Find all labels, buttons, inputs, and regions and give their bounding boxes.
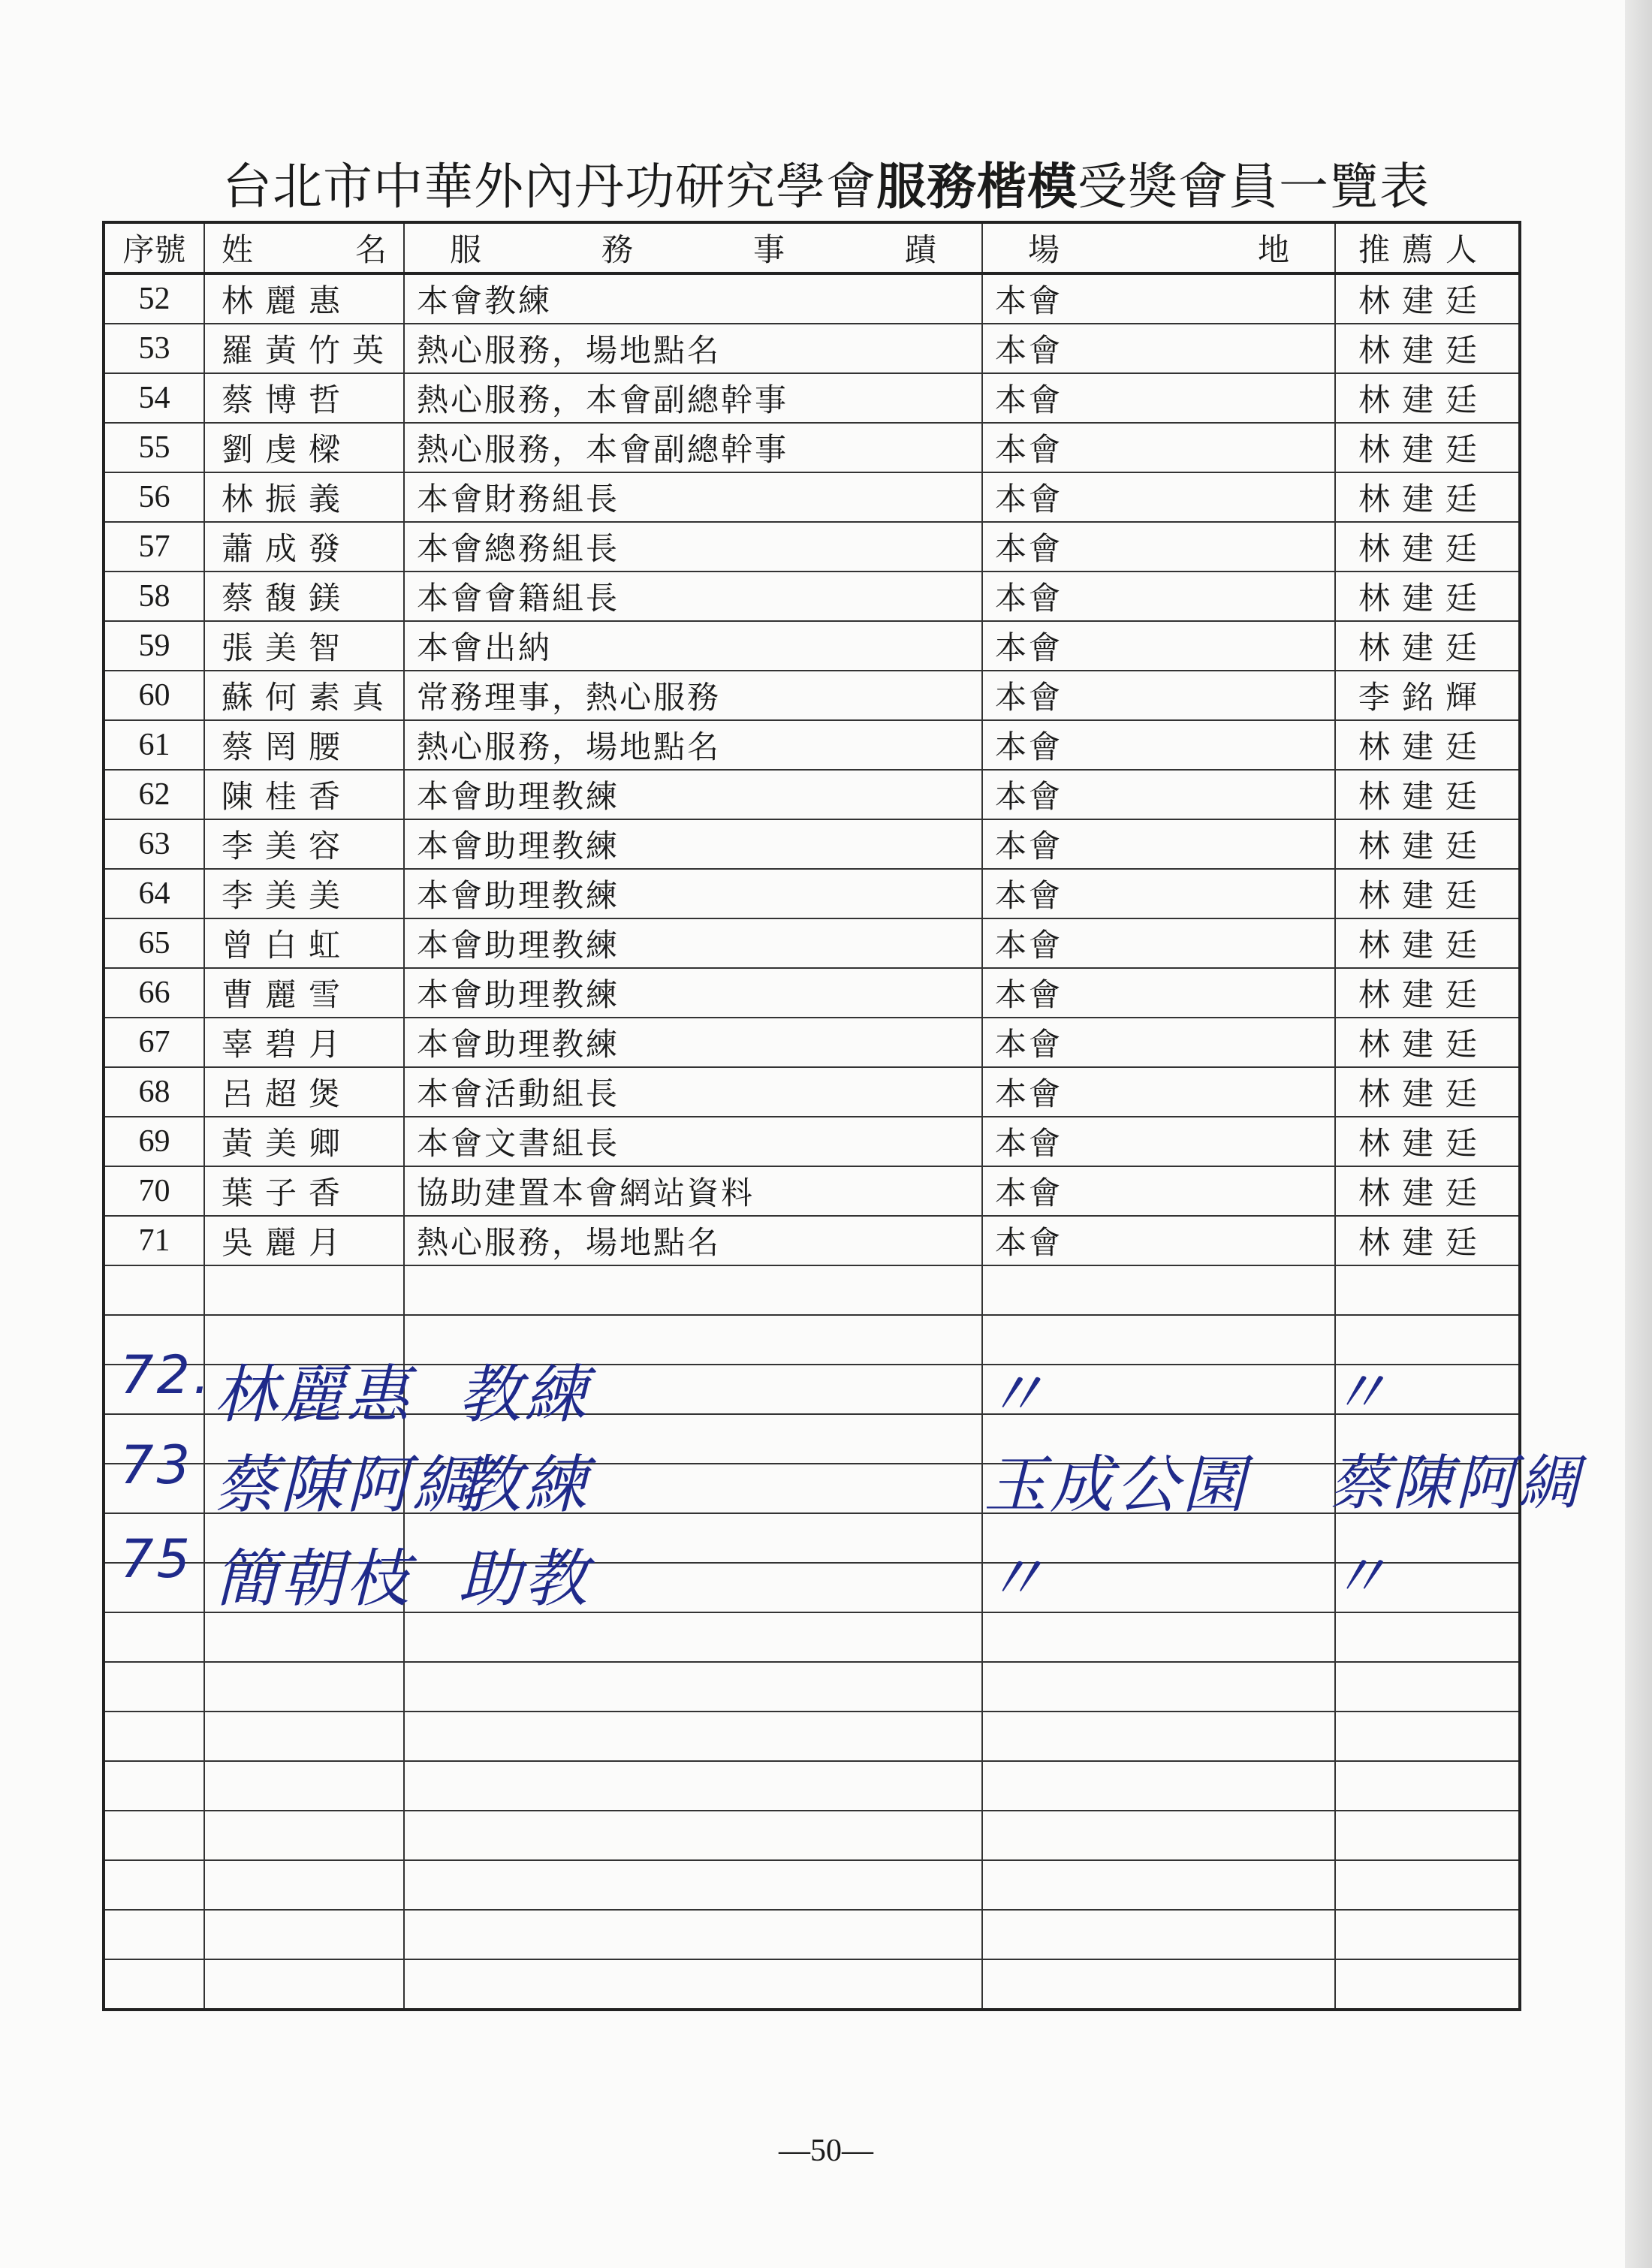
title-award: 服務楷模 bbox=[876, 158, 1078, 216]
blank-row bbox=[104, 1265, 1520, 1315]
cell-venue bbox=[982, 1712, 1335, 1761]
cell-no: 54 bbox=[104, 373, 204, 423]
cell-deed: 常務理事，熱心服務 bbox=[404, 671, 982, 720]
cell-recommender: 林建廷 bbox=[1335, 373, 1520, 423]
cell-venue: 本會 bbox=[982, 1216, 1335, 1265]
handwritten-recommender: 〃 bbox=[1329, 1542, 1392, 1612]
table-row bbox=[104, 869, 1520, 918]
table-row bbox=[104, 572, 1520, 621]
cell-name bbox=[204, 1959, 404, 2010]
cell-recommender: 林建廷 bbox=[1335, 968, 1520, 1018]
cell-deed: 本會會籍組長 bbox=[404, 572, 982, 621]
cell-name: 林振義 bbox=[204, 472, 404, 522]
cell-deed bbox=[404, 1811, 982, 1860]
cell-name: 林麗惠 bbox=[204, 273, 404, 324]
cell-name bbox=[204, 1712, 404, 1761]
table-row bbox=[104, 373, 1520, 423]
blank-row bbox=[104, 1712, 1520, 1761]
cell-recommender: 林建廷 bbox=[1335, 770, 1520, 819]
cell-deed: 本會助理教練 bbox=[404, 968, 982, 1018]
cell-no: 62 bbox=[104, 770, 204, 819]
cell-deed: 本會助理教練 bbox=[404, 1018, 982, 1067]
cell-venue bbox=[982, 1910, 1335, 1959]
header-deed-char: 事 bbox=[752, 231, 785, 268]
handwritten-no: 73 bbox=[120, 1434, 194, 1496]
table-row bbox=[104, 819, 1520, 869]
cell-venue: 本會 bbox=[982, 1067, 1335, 1117]
cell-venue bbox=[982, 1761, 1335, 1811]
cell-deed: 本會助理教練 bbox=[404, 819, 982, 869]
cell-no: 59 bbox=[104, 621, 204, 671]
cell-recommender bbox=[1335, 1761, 1520, 1811]
handwritten-deed: 教練 bbox=[458, 1358, 591, 1431]
scan-page-edge bbox=[1625, 0, 1652, 2268]
handwritten-name: 林麗惠 bbox=[214, 1358, 413, 1431]
cell-venue: 本會 bbox=[982, 720, 1335, 770]
cell-name: 辜碧月 bbox=[204, 1018, 404, 1067]
cell-recommender: 林建廷 bbox=[1335, 423, 1520, 472]
cell-venue: 本會 bbox=[982, 968, 1335, 1018]
cell-recommender bbox=[1335, 1811, 1520, 1860]
cell-name: 蔡馥鎂 bbox=[204, 572, 404, 621]
cell-name: 張美智 bbox=[204, 621, 404, 671]
cell-venue: 本會 bbox=[982, 1117, 1335, 1166]
cell-deed bbox=[404, 1761, 982, 1811]
header-deed-char: 蹟 bbox=[904, 231, 936, 268]
handwritten-name: 蔡陳阿綢 bbox=[214, 1448, 479, 1522]
handwritten-no: 75 bbox=[120, 1528, 194, 1590]
cell-venue bbox=[982, 1959, 1335, 2010]
handwritten-deed: 教練 bbox=[458, 1448, 591, 1522]
cell-name: 吳麗月 bbox=[204, 1216, 404, 1265]
cell-deed: 熱心服務，本會副總幹事 bbox=[404, 423, 982, 472]
cell-venue: 本會 bbox=[982, 869, 1335, 918]
cell-deed: 熱心服務，本會副總幹事 bbox=[404, 373, 982, 423]
cell-no: 68 bbox=[104, 1067, 204, 1117]
cell-no: 55 bbox=[104, 423, 204, 472]
cell-deed: 本會助理教練 bbox=[404, 869, 982, 918]
table-row bbox=[104, 472, 1520, 522]
cell-deed: 本會助理教練 bbox=[404, 918, 982, 968]
blank-row bbox=[104, 1811, 1520, 1860]
cell-venue: 本會 bbox=[982, 621, 1335, 671]
table-row bbox=[104, 273, 1520, 324]
handwritten-recommender: 蔡陳阿綢 bbox=[1329, 1448, 1581, 1518]
table-row bbox=[104, 720, 1520, 770]
cell-no: 57 bbox=[104, 522, 204, 572]
cell-deed: 熱心服務，場地點名 bbox=[404, 324, 982, 373]
cell-venue bbox=[982, 1662, 1335, 1712]
cell-deed: 本會出納 bbox=[404, 621, 982, 671]
cell-no: 64 bbox=[104, 869, 204, 918]
table-row bbox=[104, 1067, 1520, 1117]
cell-name bbox=[204, 1860, 404, 1910]
cell-recommender bbox=[1335, 1662, 1520, 1712]
cell-recommender bbox=[1335, 1712, 1520, 1761]
cell-no: 53 bbox=[104, 324, 204, 373]
table-row bbox=[104, 968, 1520, 1018]
cell-no bbox=[104, 1662, 204, 1712]
cell-recommender: 林建廷 bbox=[1335, 1018, 1520, 1067]
cell-deed bbox=[404, 1860, 982, 1910]
header-deed-char: 服 bbox=[450, 231, 482, 268]
handwritten-venue: 〃 bbox=[984, 1542, 1051, 1615]
cell-name: 黃美卿 bbox=[204, 1117, 404, 1166]
table-row bbox=[104, 1166, 1520, 1216]
cell-no bbox=[104, 1612, 204, 1662]
blank-row bbox=[104, 1761, 1520, 1811]
cell-deed bbox=[404, 1959, 982, 2010]
cell-no: 70 bbox=[104, 1166, 204, 1216]
handwritten-venue: 〃 bbox=[984, 1358, 1051, 1431]
cell-recommender: 林建廷 bbox=[1335, 472, 1520, 522]
header-deed-char: 務 bbox=[601, 231, 633, 268]
cell-deed: 協助建置本會網站資料 bbox=[404, 1166, 982, 1216]
table-row bbox=[104, 423, 1520, 472]
cell-venue: 本會 bbox=[982, 1166, 1335, 1216]
cell-name bbox=[204, 1265, 404, 1315]
cell-no bbox=[104, 1712, 204, 1761]
cell-deed bbox=[404, 1265, 982, 1315]
cell-recommender bbox=[1335, 1612, 1520, 1662]
table-row bbox=[104, 1117, 1520, 1166]
blank-row bbox=[104, 1860, 1520, 1910]
cell-recommender: 林建廷 bbox=[1335, 572, 1520, 621]
cell-name: 陳桂香 bbox=[204, 770, 404, 819]
cell-name: 蕭成發 bbox=[204, 522, 404, 572]
header-venue bbox=[982, 222, 1335, 273]
cell-no: 56 bbox=[104, 472, 204, 522]
title-suffix: 受獎會員一覽表 bbox=[1078, 158, 1430, 216]
cell-no: 63 bbox=[104, 819, 204, 869]
cell-venue: 本會 bbox=[982, 522, 1335, 572]
cell-venue: 本會 bbox=[982, 819, 1335, 869]
cell-venue bbox=[982, 1860, 1335, 1910]
table-row bbox=[104, 621, 1520, 671]
cell-no: 52 bbox=[104, 273, 204, 324]
cell-name bbox=[204, 1761, 404, 1811]
cell-venue: 本會 bbox=[982, 423, 1335, 472]
cell-deed: 本會財務組長 bbox=[404, 472, 982, 522]
cell-no bbox=[104, 1860, 204, 1910]
cell-deed: 本會文書組長 bbox=[404, 1117, 982, 1166]
cell-name: 呂超煲 bbox=[204, 1067, 404, 1117]
header-name-char: 名 bbox=[354, 231, 387, 268]
cell-recommender: 林建廷 bbox=[1335, 918, 1520, 968]
cell-deed bbox=[404, 1712, 982, 1761]
cell-name: 蘇何素真 bbox=[204, 671, 404, 720]
table-row bbox=[104, 522, 1520, 572]
cell-deed: 本會教練 bbox=[404, 273, 982, 324]
blank-row bbox=[104, 1910, 1520, 1959]
cell-name: 曹麗雪 bbox=[204, 968, 404, 1018]
header-name bbox=[204, 222, 404, 273]
cell-recommender bbox=[1335, 1959, 1520, 2010]
cell-venue: 本會 bbox=[982, 273, 1335, 324]
header-recommender: 推薦人 bbox=[1335, 222, 1520, 273]
blank-row bbox=[104, 1612, 1520, 1662]
cell-recommender bbox=[1335, 1910, 1520, 1959]
header-no: 序號 bbox=[104, 222, 204, 273]
cell-no: 67 bbox=[104, 1018, 204, 1067]
cell-venue: 本會 bbox=[982, 373, 1335, 423]
cell-venue: 本會 bbox=[982, 1018, 1335, 1067]
cell-deed: 熱心服務，場地點名 bbox=[404, 1216, 982, 1265]
cell-venue: 本會 bbox=[982, 918, 1335, 968]
cell-venue bbox=[982, 1612, 1335, 1662]
cell-venue: 本會 bbox=[982, 770, 1335, 819]
cell-name bbox=[204, 1612, 404, 1662]
cell-recommender bbox=[1335, 1860, 1520, 1910]
cell-name: 劉虔樑 bbox=[204, 423, 404, 472]
cell-recommender bbox=[1335, 1265, 1520, 1315]
cell-venue: 本會 bbox=[982, 472, 1335, 522]
cell-no: 65 bbox=[104, 918, 204, 968]
cell-venue: 本會 bbox=[982, 572, 1335, 621]
header-deed bbox=[404, 222, 982, 273]
title-org: 台北市中華外內丹功研究學會 bbox=[222, 158, 876, 216]
cell-venue bbox=[982, 1265, 1335, 1315]
table-row bbox=[104, 1216, 1520, 1265]
handwritten-no: 72. bbox=[120, 1344, 213, 1406]
cell-recommender: 林建廷 bbox=[1335, 869, 1520, 918]
page-number: —50— bbox=[779, 2134, 873, 2168]
cell-venue: 本會 bbox=[982, 671, 1335, 720]
cell-no: 69 bbox=[104, 1117, 204, 1166]
cell-name: 曾白虹 bbox=[204, 918, 404, 968]
cell-deed: 本會總務組長 bbox=[404, 522, 982, 572]
cell-recommender: 林建廷 bbox=[1335, 819, 1520, 869]
cell-recommender: 李銘輝 bbox=[1335, 671, 1520, 720]
document-title bbox=[0, 146, 1652, 218]
cell-recommender: 林建廷 bbox=[1335, 273, 1520, 324]
cell-name: 蔡罔腰 bbox=[204, 720, 404, 770]
table-row bbox=[104, 671, 1520, 720]
cell-no: 66 bbox=[104, 968, 204, 1018]
header-venue-char: 地 bbox=[1257, 231, 1289, 268]
cell-deed bbox=[404, 1910, 982, 1959]
table-row bbox=[104, 918, 1520, 968]
cell-no: 60 bbox=[104, 671, 204, 720]
blank-row bbox=[104, 1959, 1520, 2010]
table-row bbox=[104, 324, 1520, 373]
cell-no bbox=[104, 1811, 204, 1860]
cell-venue bbox=[982, 1811, 1335, 1860]
cell-name: 蔡博哲 bbox=[204, 373, 404, 423]
cell-no bbox=[104, 1265, 204, 1315]
handwritten-name: 簡朝枝 bbox=[214, 1542, 413, 1615]
cell-no: 58 bbox=[104, 572, 204, 621]
cell-name: 李美美 bbox=[204, 869, 404, 918]
cell-deed bbox=[404, 1662, 982, 1712]
cell-recommender: 林建廷 bbox=[1335, 1166, 1520, 1216]
cell-name: 羅黃竹英 bbox=[204, 324, 404, 373]
cell-name bbox=[204, 1910, 404, 1959]
header-name-char: 姓 bbox=[222, 231, 254, 268]
cell-name: 李美容 bbox=[204, 819, 404, 869]
cell-no bbox=[104, 1959, 204, 2010]
blank-row bbox=[104, 1662, 1520, 1712]
cell-deed bbox=[404, 1612, 982, 1662]
cell-deed: 本會助理教練 bbox=[404, 770, 982, 819]
handwritten-recommender: 〃 bbox=[1329, 1358, 1392, 1428]
cell-deed: 熱心服務，場地點名 bbox=[404, 720, 982, 770]
header-row bbox=[104, 222, 1520, 273]
cell-recommender: 林建廷 bbox=[1335, 1216, 1520, 1265]
cell-name bbox=[204, 1662, 404, 1712]
cell-no: 61 bbox=[104, 720, 204, 770]
table-row bbox=[104, 1018, 1520, 1067]
cell-name bbox=[204, 1811, 404, 1860]
cell-recommender: 林建廷 bbox=[1335, 621, 1520, 671]
cell-no: 71 bbox=[104, 1216, 204, 1265]
cell-recommender: 林建廷 bbox=[1335, 522, 1520, 572]
cell-recommender: 林建廷 bbox=[1335, 720, 1520, 770]
award-roster-table bbox=[102, 221, 1521, 2011]
cell-name: 葉子香 bbox=[204, 1166, 404, 1216]
cell-deed: 本會活動組長 bbox=[404, 1067, 982, 1117]
cell-recommender: 林建廷 bbox=[1335, 1067, 1520, 1117]
cell-recommender: 林建廷 bbox=[1335, 1117, 1520, 1166]
cell-recommender: 林建廷 bbox=[1335, 324, 1520, 373]
cell-no bbox=[104, 1910, 204, 1959]
table-row bbox=[104, 770, 1520, 819]
header-venue-char: 場 bbox=[1028, 231, 1060, 268]
handwritten-venue: 玉成公園 bbox=[984, 1448, 1249, 1522]
handwritten-deed: 助教 bbox=[458, 1542, 591, 1615]
cell-venue: 本會 bbox=[982, 324, 1335, 373]
cell-no bbox=[104, 1761, 204, 1811]
